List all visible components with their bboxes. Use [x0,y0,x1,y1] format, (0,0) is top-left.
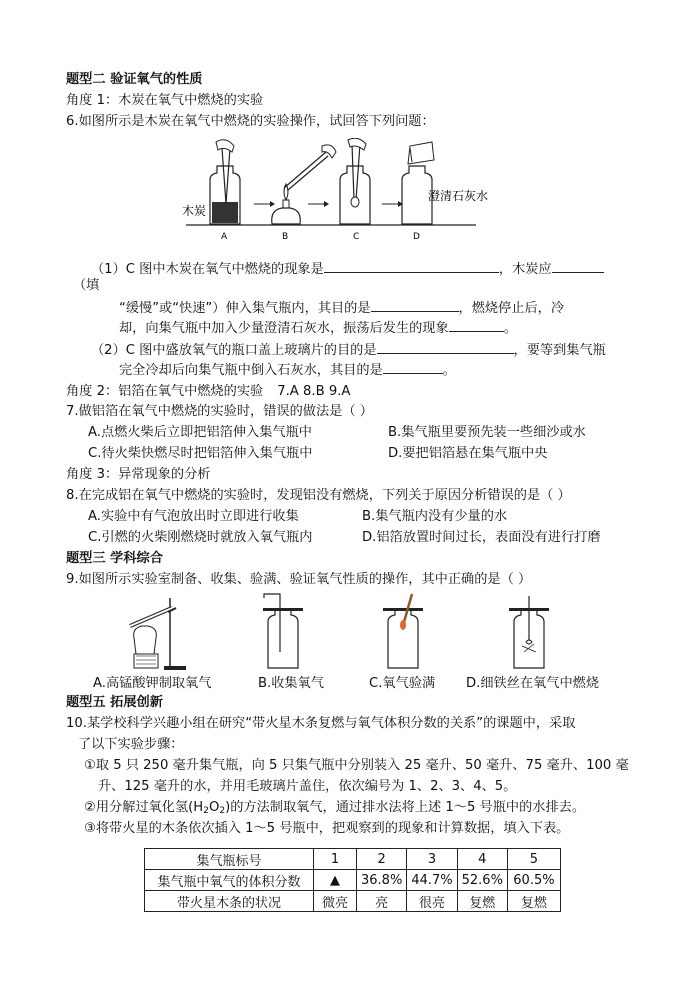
step1-line2: 升、125 毫升的水，并用毛玻璃片盖住，依次编号为 1、2、3、4、5。 [98,779,517,794]
angle1-heading: 角度 1：木炭在氧气中燃烧的实验 [66,93,264,108]
label-charcoal: 木炭 [182,204,207,218]
apparatus-a-kmno4 [130,598,186,670]
table-cell: 44.7% [407,870,457,891]
q7-option-b[interactable]: B.集气瓶里要预先装一些细沙或水 [388,425,586,440]
label-limewater: 澄清石灰水 [428,189,489,203]
q8-option-b[interactable]: B.集气瓶内没有少量的水 [362,509,508,524]
q7-option-c[interactable]: C.待火柴快燃尽时把铝箔伸入集气瓶中 [88,446,313,461]
step1-line1: ①取 5 只 250 毫升集气瓶，向 5 只集气瓶中分别装入 25 毫升、50 毫升、75 毫升、100 毫 [84,758,629,773]
answer-blank-phenomenon[interactable] [324,259,499,273]
q9-option-d[interactable]: D.细铁丝在氧气中燃烧 [466,676,600,691]
answer-blank-cooling[interactable] [383,360,443,374]
step-label-a: A [221,232,228,242]
step-c-bottle [340,138,370,224]
q6-part1-fill-note: （填 [73,278,100,293]
table-cell: 复燃 [457,891,507,912]
step-d-bottle [402,142,434,224]
row-label: 带火星木条的状况 [145,891,314,912]
q8-option-c[interactable]: C.引燃的火柴刚燃烧时就放入氧气瓶内 [88,530,313,545]
angle2-heading: 角度 2：铝箔在氧气中燃烧的实验 7.A 8.B 9.A [66,384,351,399]
table-row-bottle-number [145,849,561,870]
table-cell: 2 [357,849,407,870]
question-6: 6.如图所示是木炭在氧气中燃烧的实验操作，试回答下列问题： [66,114,435,129]
q9-option-c[interactable]: C.氧气验满 [369,676,436,691]
step2: ②用分解过氧化氢$(H_2O_2)$的方法制取氧气，通过排水法将上述 1～5 号瓶中的水排去。 [84,800,586,816]
table-cell: 60.5% [507,870,560,891]
section3-title: 题型三 学科综合 [66,551,163,566]
table-row-oxygen-fraction [145,870,561,891]
step-label-d: D [413,232,420,242]
table-cell: 微亮 [314,891,357,912]
apparatus-c-test-full [383,594,423,668]
step-label-c: C [353,232,360,242]
charcoal-experiment-figure [176,138,516,246]
table-row-stick-state [145,891,561,912]
q6-part2-line1: （2）C 图中盛放氧气的瓶口盖上玻璃片的目的是 ，要等到集气瓶 [91,340,606,360]
question-10-line1: 10.某学校科学兴趣小组在研究“带火星木条复燃与氧气体积分数的关系”的课题中，采取 [66,716,576,731]
table-cell: 3 [407,849,457,870]
table-cell: 4 [457,849,507,870]
section2-title: 题型二 验证氧气的性质 [66,72,203,87]
q6-part1-line3: 却，向集气瓶中加入少量澄清石灰水，振荡后发生的现象 。 [119,318,517,338]
question-7: 7.做铝箔在氧气中燃烧的实验时，错误的做法是（ ） [66,404,373,419]
row-label: 集气瓶中氧气的体积分数 [145,870,314,891]
angle3-heading: 角度 3：异常现象的分析 [66,467,211,482]
table-cell: 很亮 [407,891,457,912]
q6-part1-line2: “缓慢”或“快速”）伸入集气瓶内，其目的是 ，燃烧停止后，冷 [119,298,564,318]
q7-option-a[interactable]: A.点燃火柴后立即把铝箔伸入集气瓶中 [88,425,312,440]
answer-blank-limewater[interactable] [449,318,504,332]
q9-option-b[interactable]: B.收集氧气 [258,676,324,691]
q7-option-d[interactable]: D.要把铝箔悬在集气瓶中央 [388,446,548,461]
table-cell: 52.6% [457,870,507,891]
q6-part1-line1: （1）C 图中木炭在氧气中燃烧的现象是 ，木炭应 [91,259,604,279]
oxygen-apparatus-figure [120,592,570,672]
q6-part2-line2: 完全冷却后向集气瓶中倒入石灰水，其目的是 。 [119,360,456,380]
q8-option-a[interactable]: A.实验中有气泡放出时立即进行收集 [88,509,299,524]
apparatus-d-iron-wire [509,596,549,668]
answer-key: 7.A 8.B 9.A [277,384,351,399]
step-a-bottle [210,140,240,224]
table-cell: 5 [507,849,560,870]
table-cell: 复燃 [507,891,560,912]
answer-blank-glass-cover[interactable] [377,340,514,354]
apparatus-b-collect [263,594,303,668]
question-8: 8.在完成铝在氧气中燃烧的实验时，发现铝没有燃烧，下列关于原因分析错误的是（ ） [66,488,571,503]
section5-title: 题型五 拓展创新 [66,695,163,710]
step-b-lamp [272,145,336,224]
row-label: 集气瓶标号 [145,849,314,870]
question-10-line2: 了以下实验步骤： [78,737,184,752]
step-label-b: B [282,232,289,242]
data-table [144,848,561,912]
table-cell: 1 [314,849,357,870]
table-cell: 36.8% [357,870,407,891]
table-cell: ▲ [314,870,357,891]
q9-option-a[interactable]: A.高锰酸钾制取氧气 [93,676,212,691]
answer-blank-speed[interactable] [552,259,604,273]
q8-option-d[interactable]: D.铝箔放置时间过长，表面没有进行打磨 [362,530,601,545]
step3: ③将带火星的木条依次插入 1～5 号瓶中，把观察到的现象和计算数据，填入下表。 [84,821,570,836]
question-9: 9.如图所示实验室制备、收集、验满、验证氧气性质的操作，其中正确的是（ ） [66,572,532,587]
answer-blank-purpose[interactable] [371,298,459,312]
table-cell: 亮 [357,891,407,912]
